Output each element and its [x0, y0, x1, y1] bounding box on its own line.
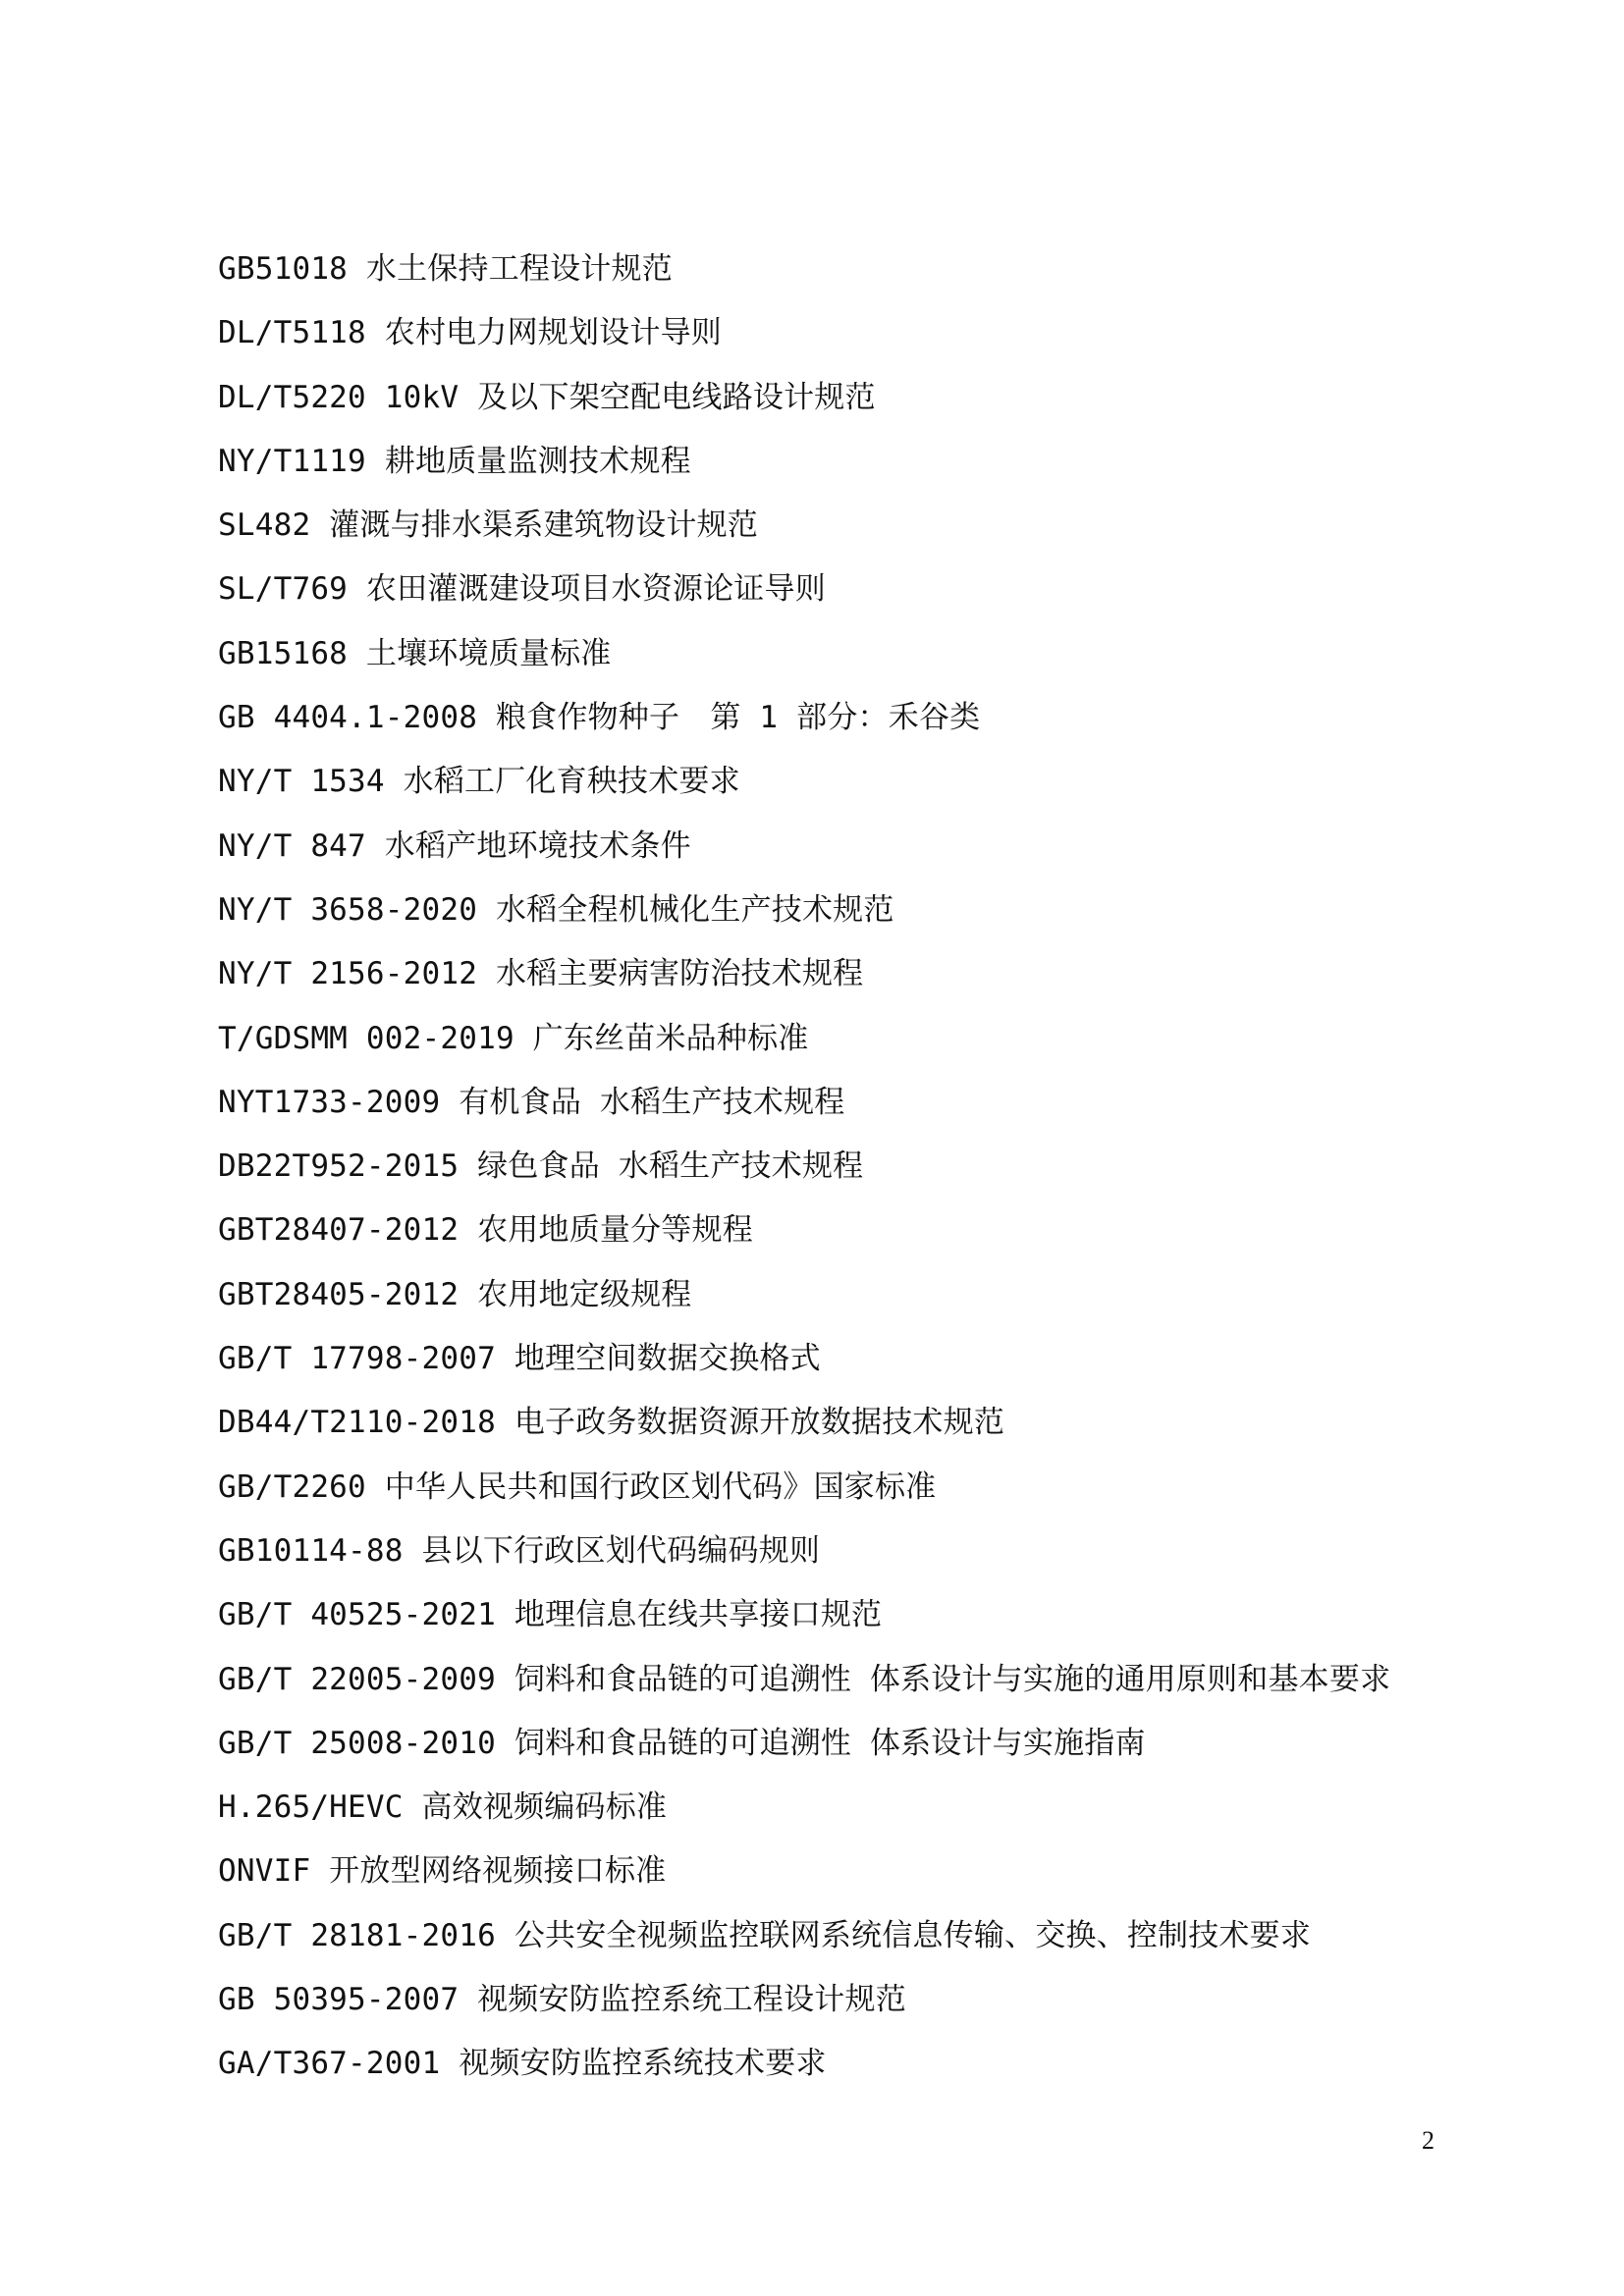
standard-item: GB/T 28181-2016 公共安全视频监控联网系统信息传输、交换、控制技术要求: [218, 1917, 1312, 1953]
standard-item: ONVIF 开放型网络视频接口标准: [218, 1853, 667, 1890]
standard-item: NY/T 2156-2012 水稻主要病害防治技术规程: [218, 956, 864, 992]
standard-item: DL/T5118 农村电力网规划设计导则: [218, 315, 722, 351]
standard-item: T/GDSMM 002-2019 广东丝苗米品种标准: [218, 1020, 809, 1056]
standard-item: DL/T5220 10kV 及以下架空配电线路设计规范: [218, 379, 876, 415]
standard-item: GB 50395-2007 视频安防监控系统工程设计规范: [218, 1982, 906, 2018]
standard-item: NY/T 1534 水稻工厂化育秧技术要求: [218, 764, 740, 800]
standards-list: [218, 243, 1494, 2103]
standard-item: NYT1733-2009 有机食品 水稻生产技术规程: [218, 1084, 845, 1120]
standard-item: SL/T769 农田灌溉建设项目水资源论证导则: [218, 571, 826, 608]
page-number: 2: [1422, 2126, 1435, 2155]
standard-item: GB 4404.1-2008 粮食作物种子 第 1 部分：禾谷类: [218, 700, 981, 736]
standard-item: H.265/HEVC 高效视频编码标准: [218, 1789, 668, 1826]
standard-item: GB10114-88 县以下行政区划代码编码规则: [218, 1532, 821, 1569]
standard-item: GB15168 土壤环境质量标准: [218, 635, 612, 671]
standard-item: NY/T1119 耕地质量监测技术规程: [218, 443, 691, 479]
standard-item: GB/T2260 中华人民共和国行政区划代码》国家标准: [218, 1468, 937, 1505]
standard-item: GB51018 水土保持工程设计规范: [218, 251, 673, 287]
standard-item: GA/T367-2001 视频安防监控系统技术要求: [218, 2046, 827, 2082]
standard-item: GB/T 17798-2007 地理空间数据交换格式: [218, 1341, 821, 1377]
standard-item: GB/T 40525-2021 地理信息在线共享接口规范: [218, 1597, 883, 1633]
standard-item: SL482 灌溉与排水渠系建筑物设计规范: [218, 507, 758, 544]
standard-item: GBT28407-2012 农用地质量分等规程: [218, 1212, 753, 1249]
standard-item: NY/T 847 水稻产地环境技术条件: [218, 828, 691, 864]
standard-item: GB/T 22005-2009 饲料和食品链的可追溯性 体系设计与实施的通用原则和基本要求: [218, 1661, 1391, 1697]
standard-item: GB/T 25008-2010 饲料和食品链的可追溯性 体系设计与实施指南: [218, 1725, 1146, 1761]
standard-item: DB44/T2110-2018 电子政务数据资源开放数据技术规范: [218, 1405, 1005, 1441]
standard-item: DB22T952-2015 绿色食品 水稻生产技术规程: [218, 1148, 864, 1185]
standard-item: GBT28405-2012 农用地定级规程: [218, 1276, 692, 1312]
standard-item: NY/T 3658-2020 水稻全程机械化生产技术规范: [218, 891, 894, 928]
